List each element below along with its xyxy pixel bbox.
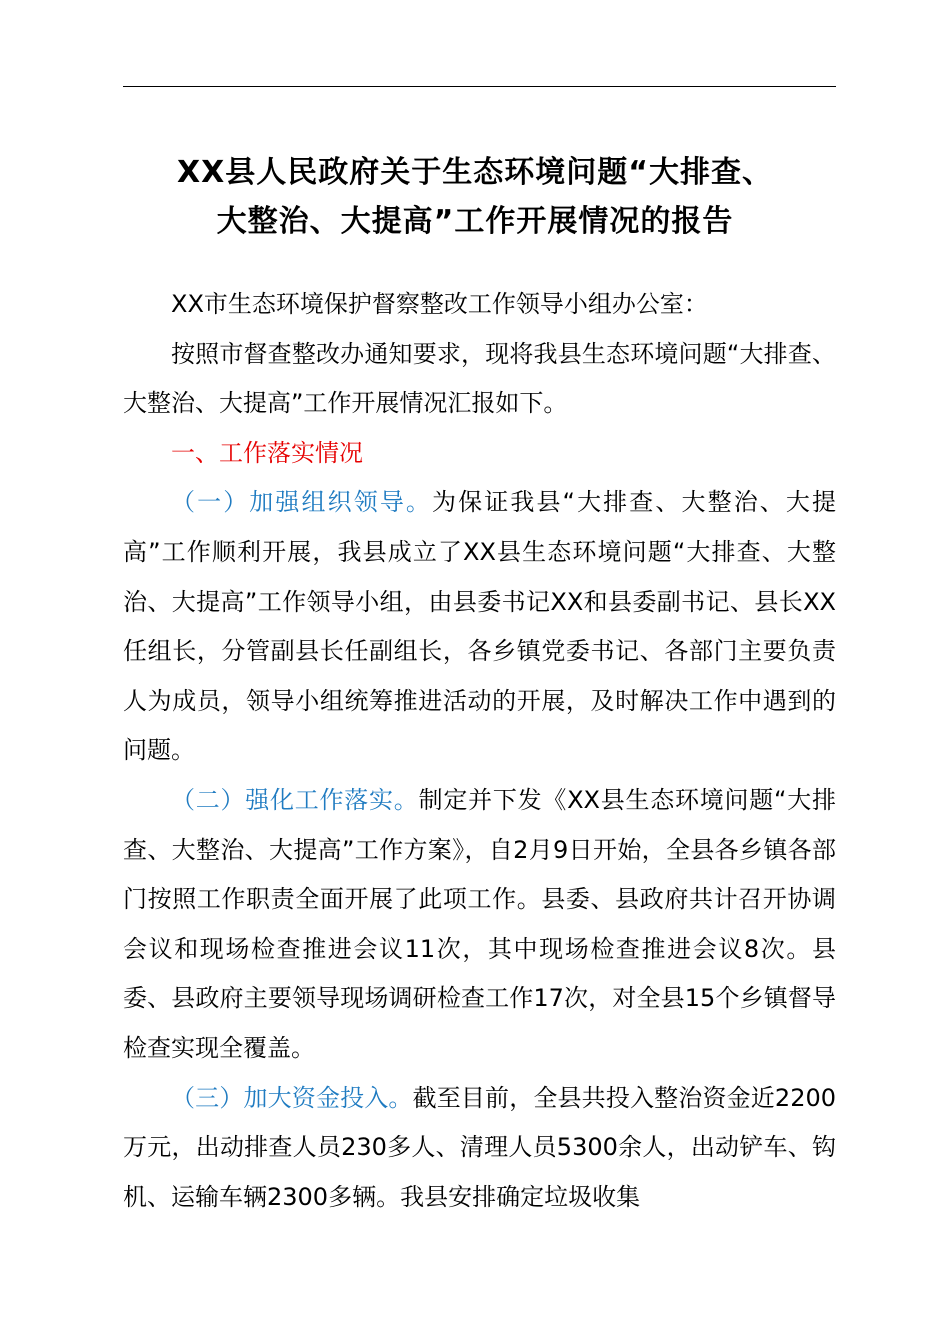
intro-paragraph: 按照市督查整改办通知要求，现将我县生态环境问题“大排查、大整治、大提高”工作开展情况汇报如下。 [123, 339, 836, 418]
item-text-2: 制定并下发《XX县生态环境问题“大排查、大整治、大提高”工作方案》，自2月9日开始，全县各乡镇各部门按照工作职责全面开展了此项工作。县委、县政府共计召开协调会议和现场检查推进会议11次，其中现场检查推进会议8次。县委、县政府主要领导现场调研检查工作17次，对全县15个乡镇督导检查实现全覆盖。 [123, 785, 836, 1062]
document-title-line-1: XX县人民政府关于生态环境问题“大排查、 [177, 155, 773, 190]
header-rule [123, 86, 836, 87]
document-body [123, 280, 836, 1222]
item-paragraph-1 [123, 478, 836, 776]
item-heading-1: （一）加强组织领导。 [171, 488, 433, 517]
document-title-line-2: 大整治、大提高”工作开展情况的报告 [216, 204, 734, 239]
item-paragraph-2 [123, 776, 836, 1074]
item-text-1: 为保证我县“大排查、大整治、大提高”工作顺利开展，我县成立了XX县生态环境问题“大排查、大整治、大提高”工作领导小组，由县委书记XX和县委副书记、县长XX任组长，分管副县长任副组长，各乡镇党委书记、各部门主要负责人为成员，领导小组统筹推进活动的开展，及时解决工作中遇到的问题。 [123, 488, 837, 765]
item-text-3: 截至目前，全县共投入整治资金近2200万元，出动排查人员230多人、清理人员5300余人，出动铲车、钩机、运输车辆2300多辆。我县安排确定垃圾收集 [123, 1083, 837, 1211]
item-heading-3: （三）加大资金投入。 [171, 1083, 413, 1112]
item-heading-2: （二）强化工作落实。 [171, 785, 419, 814]
salutation: XX市生态环境保护督察整改工作领导小组办公室： [171, 290, 708, 318]
item-paragraph-3 [123, 1074, 836, 1223]
section-heading-1: 一、工作落实情况 [171, 438, 363, 467]
